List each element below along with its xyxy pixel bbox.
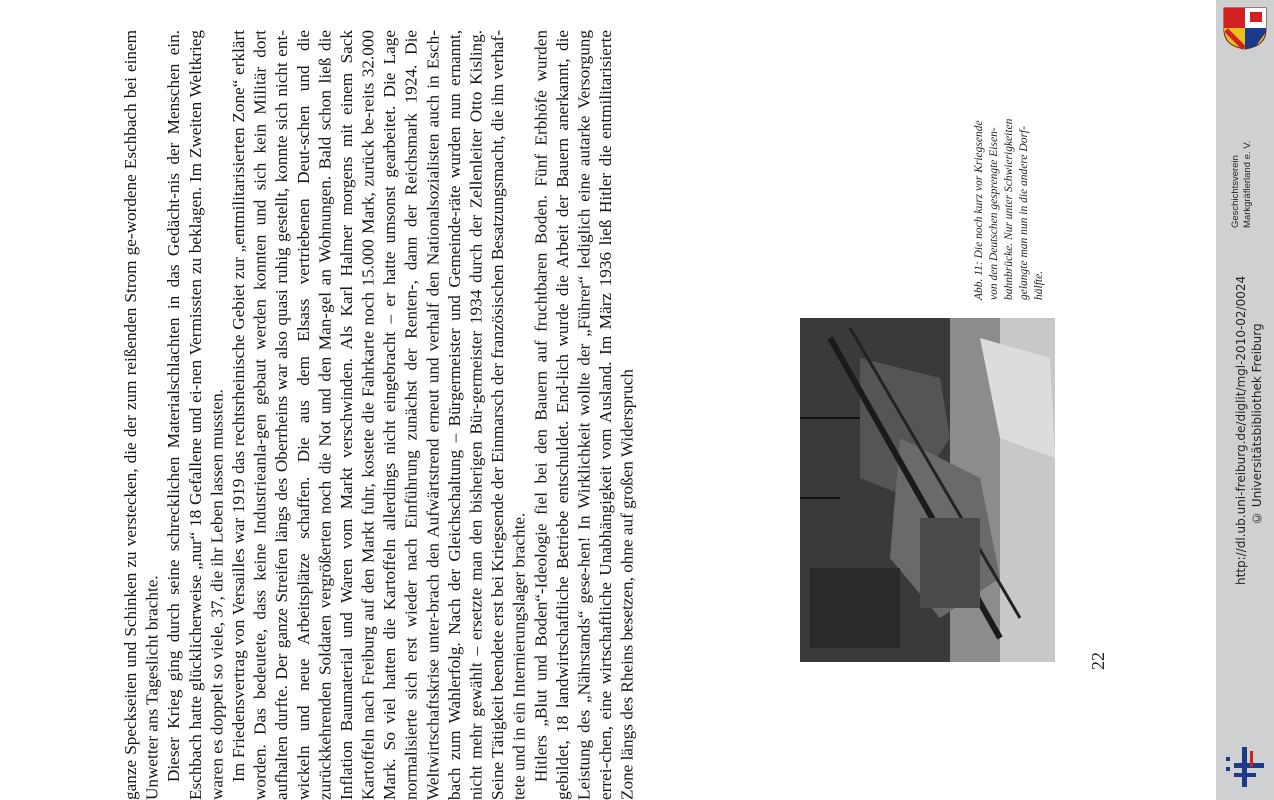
sidebar [1216,0,1274,800]
document-url[interactable]: http://dl.ub.uni-freiburg.de/diglit/mgl-2010-02/0024 [1234,275,1248,585]
paragraph: Im Friedensvertrag von Versailles war 1919 das rechtsrheinische Gebiet zur „entmilitarisierten Zone“ erklärt worden. Das bedeutete, dass keine Industrieanla-gen gebaut werden konnten und sich kein Militär dort aufhalten durfte. Der ganze Streifen längs des Oberrheins war also quasi ruhig gestellt, konnte sich nicht ent-wickeln und neue Arbeitsplätze schaffen. Die aus dem Elsass vertriebenen Deut-schen und die zurückkehrenden Soldaten vergrößerten noch die Not und den Man-gel an Wohnungen. Bald schon ließ die Inflation Baumaterial und Waren vom Markt verschwinden. Als Karl Halmer morgens mit einem Sack Kartoffeln nach Freiburg auf den Markt fuhr, kostete die Fahrkarte noch 15.000 Mark, zurück be-reits 32.000 Mark. So viel hatten die Kartoffeln allerdings nicht eingebracht – er hatte umsonst gearbeitet. Die Lage normalisierte sich erst wieder nach Einführung zunächst der Renten-, dann der Reichsmark 1924. Die Weltwirtschaftskrise unter-brach den Aufwärtstrend erneut und verhalf den Nationalsozialisten auch in Esch-bach zum Wahlerfolg. Nach der Gleichschaltung – Bürgermeister und Gemeinde-räte wurden nun ernannt, nicht mehr gewählt – ersetzte man den bisherigen Bür-germeister 1934 durch der Zellenleiter Otto Kisling. Seine Tätigkeit beendete erst bei Kriegsende der Einmarsch der französischen Besatzungsmacht, die ihn verhaf-tete und in ein Internierungslager brachte. [228,30,529,800]
bridge-photo [800,318,1055,662]
paragraph: Dieser Krieg ging durch seine schrecklichen Materialschlachten in das Gedächt-nis der Menschen ein. Eschbach hatte glücklicherweise „nur“ 18 Gefallene und ei-nen Vermissten zu beklagen. Im Zweiten Weltkrieg waren es doppelt so viele, 37, die ihr Leben lassen mussten. [164,30,227,800]
figure-caption: Abb. 11: Die noch kurz vor Kriegsende von den Deutschen gesprengte Eisen- bahnbrücke. Nur unter Schwierigkeiten gelangte man nun in die andere Dorf- hälfte. [973,118,1045,300]
page-number: 22 [1088,652,1108,670]
ub-freiburg-logo-icon [1222,745,1266,790]
society-line: Markgräflerland e. V. [1242,140,1253,228]
paragraph: Hitlers „Blut und Boden“-Ideologie fiel bei den Bauern auf fruchtbaren Boden. Fünf Erbhöfe wurden gebildet, 18 landwirtschaftliche Betriebe entschuldet. End-lich wurde die Arbeit der Bauern anerkannt, die Leistung des „Nährstands“ gese-hen! In Wirklichkeit wollte der „Führer“ lediglich eine autarke Versorgung errei-chen, eine wirtschaftliche Unabhängigkeit vom Ausland. Im März 1936 ließ Hitler die entmilitarisierte Zone längs des Rheins besetzen, ohne auf großen Widerspruch [531,30,637,800]
copyright-notice: © Universitätsbibliothek Freiburg [1250,323,1264,525]
society-name [1230,58,1254,228]
coat-of-arms-icon [1222,6,1268,50]
body-text [120,30,780,800]
society-line: Geschichtsverein [1230,155,1241,228]
paragraph: ganze Speckseiten und Schinken zu verstecken, die der zum reißenden Strom ge-wordene Eschbach bei einem Unwetter ans Tageslicht brachte. [121,30,162,800]
